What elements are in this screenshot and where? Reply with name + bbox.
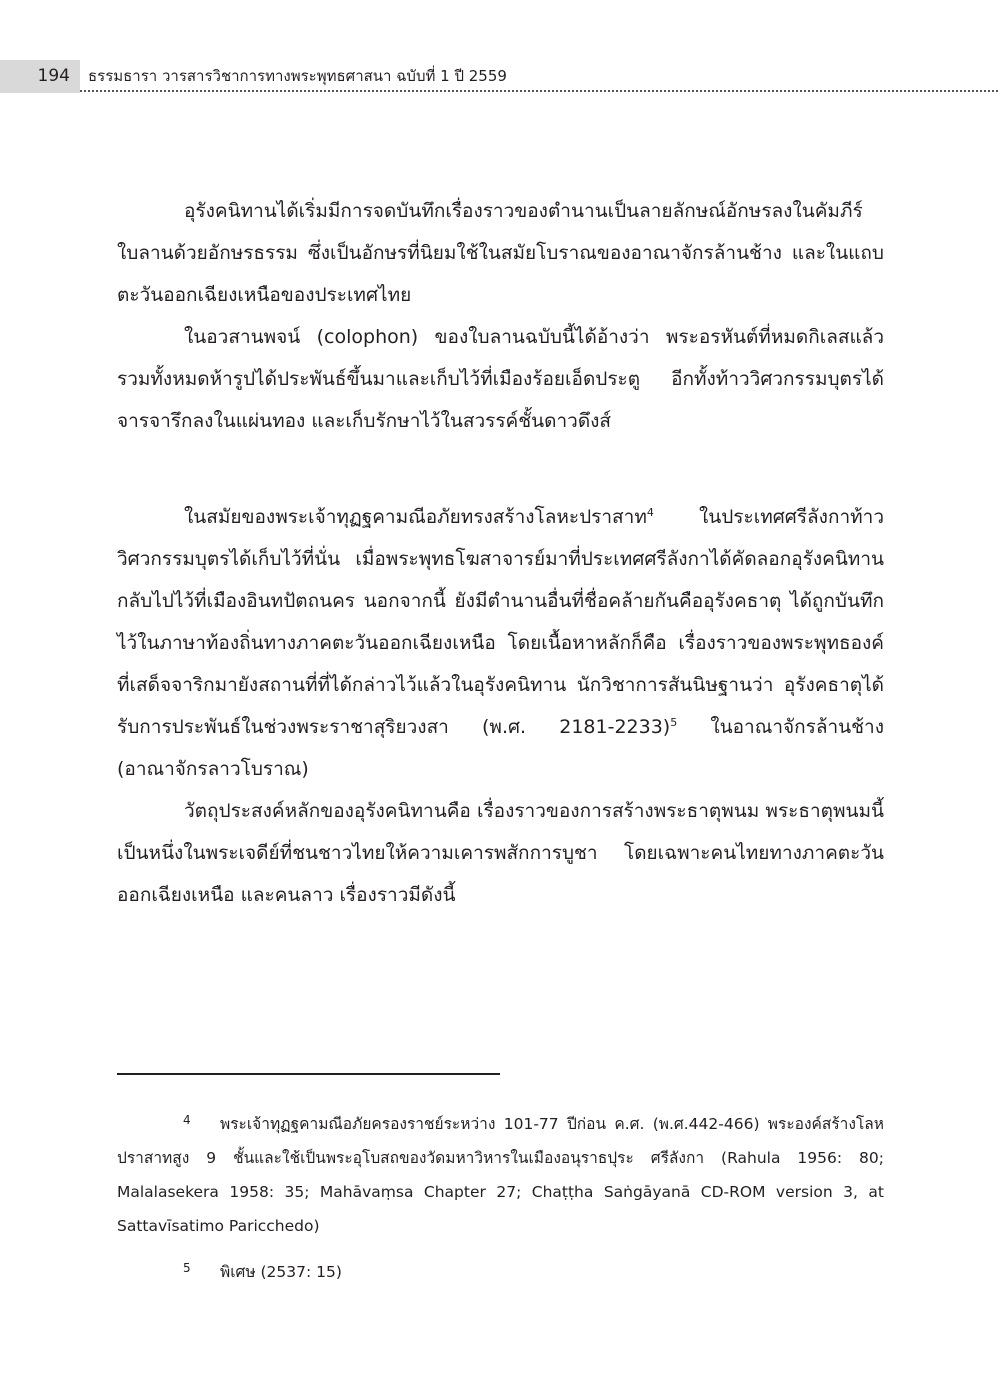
paragraph-2: ในอวสานพจน์ (colophon) ของใบลานฉบับนี้ได้อ้างว่า พระอรหันต์ที่หมดกิเลสแล้วรวมทั้งหมดห้ารูปได้ประพันธ์ขึ้นมาและเก็บไว้ที่เมืองร้อยเอ็ดประตู อีกทั้งท้าววิศวกรรมบุตรได้จารจารึกลงในแผ่นทอง และเก็บรักษาไว้ในสวรรค์ชั้นดาวดึงส์ (117, 326, 884, 432)
footnotes (117, 1107, 884, 1289)
paragraph-3 (117, 496, 884, 790)
footnote-ref-4[interactable]: 4 (646, 506, 654, 519)
footnote-ref-5[interactable]: 5 (670, 716, 678, 729)
paragraph-1: อุรังคนิทานได้เริ่มมีการจดบันทึกเรื่องราวของตำนานเป็นลายลักษณ์อักษรลงในคัมภีร์ใบลานด้วยอักษรธรรม ซึ่งเป็นอักษรที่นิยมใช้ในสมัยโบราณของอาณาจักรล้านช้าง และในแถบตะวันออกเฉียงเหนือของประเทศไทย (117, 200, 884, 306)
footnote-5: 5 พิเศษ (2537: 15) (183, 1261, 342, 1281)
paragraph-3-part-b: ในประเทศศรีลังกาท้าววิศวกรรมบุตรได้เก็บไว้ที่นั่น เมื่อพระพุทธโฆสาจารย์มาที่ประเทศศรีลังกาได้คัดลอกอุรังคนิทานกลับไปไว้ที่เมืองอินทปัตถนคร นอกจากนี้ ยังมีตำนานอื่นที่ชื่อคล้ายกันคืออุรังคธาตุ ได้ถูกบันทึกไว้ในภาษาท้องถิ่นทางภาคตะวันออกเฉียงเหนือ โดยเนื้อหาหลักก็คือ เรื่องราวของพระพุทธองค์ที่เสด็จจาริกมายังสถานที่ที่ได้กล่าวไว้แล้วในอุรังคนิทาน นักวิชาการสันนิษฐานว่า อุรังคธาตุได้รับการประพันธ์ในช่วงพระราชาสุริยวงสา (พ.ศ. 2181-2233) (117, 506, 884, 738)
paragraph-3-part-c: ในอาณาจักรล้านช้าง (อาณาจักรลาวโบราณ) (117, 716, 884, 780)
footnote-4-text: พระเจ้าทุฏฐคามณีอภัยครองราชย์ระหว่าง 101-77 ปีก่อน ค.ศ. (พ.ศ.442-466) พระองค์สร้างโลหปราสาทสูง 9 ชั้นและใช้เป็นพระอุโบสถของวัดมหาวิหารในเมืองอนุราธปุระ ศรีลังกา (Rahula 1956: 80; Malalasekera 1958: 35; Mahāvaṃsa Chapter 27; Chaṭṭha Saṅgāyanā CD-ROM version 3, at Sattavīsatimo Paricchedo) (117, 1115, 884, 1235)
body-block-1 (117, 190, 884, 442)
header-dotted-rule (80, 90, 998, 92)
page-number: 194 (0, 60, 80, 93)
footnote-separator (117, 1073, 500, 1075)
footnote-5-text: พิเศษ (2537: 15) (220, 1263, 342, 1281)
paragraph-4: วัตถุประสงค์หลักของอุรังคนิทานคือ เรื่องราวของการสร้างพระธาตุพนม พระธาตุพนมนี้เป็นหนึ่งในพระเจดีย์ที่ชนชาวไทยให้ความเคารพสักการบูชา โดยเฉพาะคนไทยทางภาคตะวันออกเฉียงเหนือ และคนลาว เรื่องราวมีดังนี้ (117, 800, 884, 906)
footnote-4: 4 พระเจ้าทุฏฐคามณีอภัยครองราชย์ระหว่าง 101-77 ปีก่อน ค.ศ. (พ.ศ.442-466) พระองค์สร้างโลหปราสาทสูง 9 ชั้นและใช้เป็นพระอุโบสถของวัดมหาวิหารในเมืองอนุราธปุระ ศรีลังกา (Rahula 1956: 80; Malalasekera 1958: 35; Mahāvaṃsa Chapter 27; Chaṭṭha Saṅgāyanā CD-ROM version 3, at Sattavīsatimo Paricchedo) (117, 1113, 884, 1235)
body-block-2 (117, 496, 884, 916)
paragraph-3-part-a: ในสมัยของพระเจ้าทุฏฐคามณีอภัยทรงสร้างโลหะปราสาท (184, 506, 647, 528)
running-header: ธรรมธารา วารสารวิชาการทางพระพุทธศาสนา ฉบับที่ 1 ปี 2559 (88, 67, 507, 85)
